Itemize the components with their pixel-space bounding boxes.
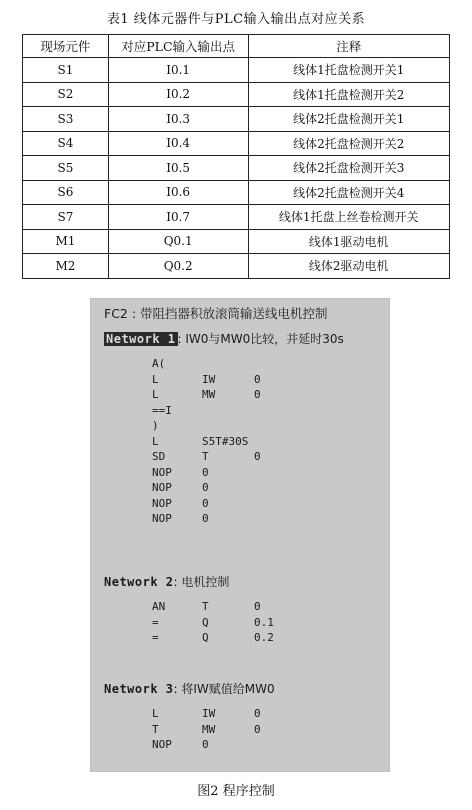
code-operand: 0 (202, 738, 209, 751)
code-instruction: AN (152, 600, 166, 613)
code-instruction: T (152, 722, 159, 736)
table-row (23, 58, 450, 83)
header-field-component: 现场元件 (23, 35, 109, 58)
cell-field-component: S6 (23, 180, 109, 205)
network-2-keyword: Network 2 (104, 575, 174, 589)
code-operand: 0 (254, 372, 261, 386)
code-operand: 0 (202, 481, 209, 494)
code-instruction: = (152, 615, 159, 629)
code-operand: 0 (254, 722, 261, 736)
network-2-header (104, 573, 229, 590)
code-operand: 0.2 (254, 631, 274, 644)
network-1-description: : IW0与MW0比较，并延时30s (177, 332, 344, 346)
code-operand: 0 (254, 450, 261, 463)
code-instruction: NOP (152, 481, 172, 494)
code-operand: 0 (202, 465, 209, 479)
code-operand: 0 (202, 512, 209, 525)
cell-plc-io-point: I0.7 (108, 205, 248, 230)
cell-plc-io-point: I0.2 (108, 82, 248, 107)
cell-plc-io-point: I0.3 (108, 107, 248, 132)
code-operand: T (202, 600, 209, 613)
table-row (23, 82, 450, 107)
code-operand: Q (202, 615, 209, 629)
cell-note: 线体1托盘检测开关1 (248, 58, 450, 83)
table-title: 表1 线体元器件与PLC输入输出点对应关系 (106, 12, 366, 27)
cell-field-component: S2 (23, 82, 109, 107)
code-instruction: L (152, 707, 159, 720)
network-3-keyword: Network 3 (104, 682, 174, 696)
figure-caption: 图2 程序控制 (197, 784, 275, 799)
cell-note: 线体1驱动电机 (248, 229, 450, 254)
cell-plc-io-point: I0.6 (108, 180, 248, 205)
code-instruction: = (152, 631, 159, 644)
header-note: 注释 (248, 35, 450, 58)
code-operand: MW (202, 722, 216, 736)
code-operand: Q (202, 631, 209, 644)
code-operand: IW (202, 372, 216, 386)
table-row (23, 131, 450, 156)
table-row (23, 156, 450, 181)
code-instruction: L (152, 372, 159, 386)
program-code-panel (90, 298, 390, 772)
cell-field-component: S4 (23, 131, 109, 156)
cell-note: 线体2托盘检测开关3 (248, 156, 450, 181)
table-header-row (23, 35, 450, 58)
code-instruction: ) (152, 419, 159, 432)
code-operand: 0.1 (254, 615, 274, 629)
code-instruction: NOP (152, 496, 172, 510)
cell-note: 线体2托盘检测开关4 (248, 180, 450, 205)
code-operand: 0 (202, 496, 209, 510)
cell-field-component: S3 (23, 107, 109, 132)
cell-note: 线体1托盘上丝卷检测开关 (248, 205, 450, 230)
network-2-description: : 电机控制 (173, 575, 230, 589)
code-instruction: NOP (152, 738, 172, 751)
table-row (23, 107, 450, 132)
network-3-description: : 将IW赋值给MW0 (173, 682, 275, 696)
io-mapping-table (22, 34, 450, 279)
cell-note: 线体1托盘检测开关2 (248, 82, 450, 107)
code-instruction: NOP (152, 512, 172, 525)
code-instruction: SD (152, 450, 166, 463)
code-operand: 0 (254, 707, 261, 720)
function-title: FC2 : 带阻挡器积放滚筒输送线电机控制 (104, 306, 328, 321)
cell-field-component: S7 (23, 205, 109, 230)
table-row (23, 229, 450, 254)
network-3-header (104, 680, 275, 697)
code-instruction: A( (152, 357, 166, 370)
code-operand: IW (202, 707, 216, 720)
cell-note: 线体2托盘检测开关2 (248, 131, 450, 156)
code-instruction: ==I (152, 403, 172, 417)
cell-field-component: M2 (23, 254, 109, 279)
cell-plc-io-point: I0.4 (108, 131, 248, 156)
code-instruction: L (152, 434, 159, 448)
table-row (23, 254, 450, 279)
cell-plc-io-point: Q0.1 (108, 229, 248, 254)
table-row (23, 205, 450, 230)
table-row (23, 180, 450, 205)
code-operand: 0 (254, 600, 261, 613)
code-instruction: NOP (152, 465, 172, 479)
cell-plc-io-point: Q0.2 (108, 254, 248, 279)
cell-field-component: S5 (23, 156, 109, 181)
cell-note: 线体2托盘检测开关1 (248, 107, 450, 132)
network-1-keyword: Network 1 (106, 332, 176, 346)
code-operand: S5T#30S (202, 434, 249, 448)
cell-field-component: M1 (23, 229, 109, 254)
code-operand: 0 (254, 388, 261, 401)
code-operand: T (202, 450, 209, 463)
network-1-header (104, 330, 344, 347)
code-instruction: L (152, 388, 159, 401)
cell-note: 线体2驱动电机 (248, 254, 450, 279)
cell-field-component: S1 (23, 58, 109, 83)
cell-plc-io-point: I0.5 (108, 156, 248, 181)
cell-plc-io-point: I0.1 (108, 58, 248, 83)
header-plc-io-point: 对应PLC输入输出点 (108, 35, 248, 58)
code-operand: MW (202, 388, 216, 401)
